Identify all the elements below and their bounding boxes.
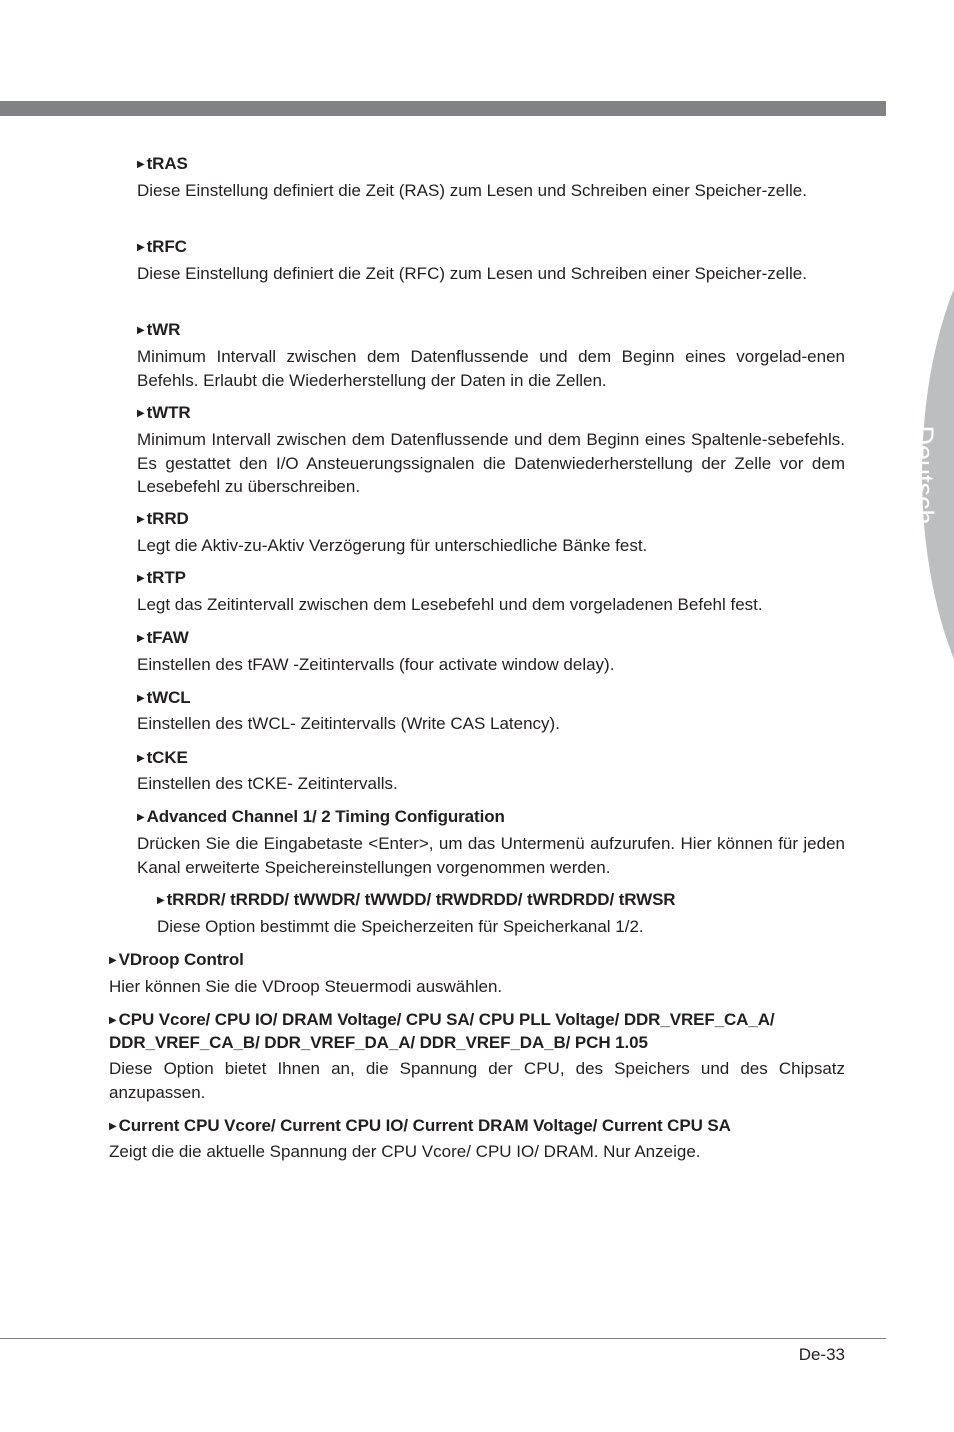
triangle-bullet-icon: ▶	[137, 693, 145, 704]
section-heading: ▶ tRAS	[137, 152, 188, 176]
section-heading: ▶ tRRD	[137, 507, 189, 531]
triangle-bullet-icon: ▶	[137, 633, 145, 644]
triangle-bullet-icon: ▶	[137, 573, 145, 584]
section-heading: ▶ CPU Vcore/ CPU IO/ DRAM Voltage/ CPU SA/ CPU PLL Voltage/ DDR_VREF_CA_A/	[109, 1008, 775, 1032]
section-heading-continued: DDR_VREF_CA_B/ DDR_VREF_DA_A/ DDR_VREF_DA_B/ PCH 1.05	[109, 1033, 648, 1052]
section-text: Zeigt die die aktuelle Spannung der CPU Vcore/ CPU IO/ DRAM. Nur Anzeige.	[109, 1142, 701, 1161]
section-heading: ▶ tCKE	[137, 746, 188, 770]
section-heading: ▶ Advanced Channel 1/ 2 Timing Configuration	[137, 805, 505, 829]
section-text: Hier können Sie die VDroop Steuermodi auswählen.	[109, 977, 503, 996]
header-bar	[0, 101, 886, 116]
section-text: Einstellen des tFAW -Zeitintervalls (four activate window delay).	[137, 655, 615, 674]
triangle-bullet-icon: ▶	[137, 159, 145, 170]
triangle-bullet-icon: ▶	[109, 955, 117, 966]
section-text: Drücken Sie die Eingabetaste <Enter>, um das Untermenü aufzurufen. Hier können für jeden Kanal erweiterte Speichereinstellungen vorgenommen werden.	[137, 834, 845, 877]
page-number: De-33	[798, 1345, 845, 1364]
subsection-text: Diese Option bestimmt die Speicherzeiten für Speicherkanal 1/2.	[157, 917, 644, 936]
section-heading: ▶ tWR	[137, 318, 180, 342]
section-text: Minimum Intervall zwischen dem Datenflussende und dem Beginn eines vorgelad-enen Befehls. Erlaubt die Wiederherstellung der Daten in die Zellen.	[137, 347, 845, 390]
triangle-bullet-icon: ▶	[109, 1015, 117, 1026]
language-side-tab-label: Deutsch	[909, 425, 939, 525]
section-text: Einstellen des tCKE- Zeitintervalls.	[137, 774, 398, 793]
triangle-bullet-icon: ▶	[137, 408, 145, 419]
section-text: Legt die Aktiv-zu-Aktiv Verzögerung für unterschiedliche Bänke fest.	[137, 536, 648, 555]
section-heading: ▶ tWTR	[137, 401, 191, 425]
section-heading: ▶ tWCL	[137, 686, 191, 710]
section-text: Einstellen des tWCL- Zeitintervalls (Write CAS Latency).	[137, 714, 560, 733]
section-heading: ▶ tRFC	[137, 235, 187, 259]
triangle-bullet-icon: ▶	[109, 1121, 117, 1132]
section-text: Legt das Zeitintervall zwischen dem Lesebefehl und dem vorgeladenen Befehl fest.	[137, 595, 763, 614]
triangle-bullet-icon: ▶	[137, 325, 145, 336]
section-text: Diese Einstellung definiert die Zeit (RAS) zum Lesen und Schreiben einer Speicher-zelle.	[137, 181, 807, 200]
section-heading: ▶ VDroop Control	[109, 948, 244, 972]
triangle-bullet-icon: ▶	[137, 812, 145, 823]
section-heading: ▶ tFAW	[137, 626, 189, 650]
subsection-heading: ▶ tRRDR/ tRRDD/ tWWDR/ tWWDD/ tRWDRDD/ tWRDRDD/ tRWSR	[157, 888, 676, 912]
footer-rule	[0, 1338, 886, 1339]
triangle-bullet-icon: ▶	[157, 895, 165, 906]
section-heading: ▶ tRTP	[137, 566, 186, 590]
triangle-bullet-icon: ▶	[137, 514, 145, 525]
triangle-bullet-icon: ▶	[137, 753, 145, 764]
section-text: Diese Option bietet Ihnen an, die Spannung der CPU, des Speichers und des Chipsatz anzupassen.	[109, 1059, 845, 1102]
section-text: Minimum Intervall zwischen dem Datenflussende und dem Beginn eines Spaltenle-sebefehls. Es gestattet den I/O Ansteuerungssignalen die Datenwiederherstellung der Zelle vor dem Lesebefehl zu überschreiben.	[137, 430, 845, 496]
section-text: Diese Einstellung definiert die Zeit (RFC) zum Lesen und Schreiben einer Speicher-zelle.	[137, 264, 807, 283]
section-heading: ▶ Current CPU Vcore/ Current CPU IO/ Current DRAM Voltage/ Current CPU SA	[109, 1114, 731, 1138]
triangle-bullet-icon: ▶	[137, 242, 145, 253]
